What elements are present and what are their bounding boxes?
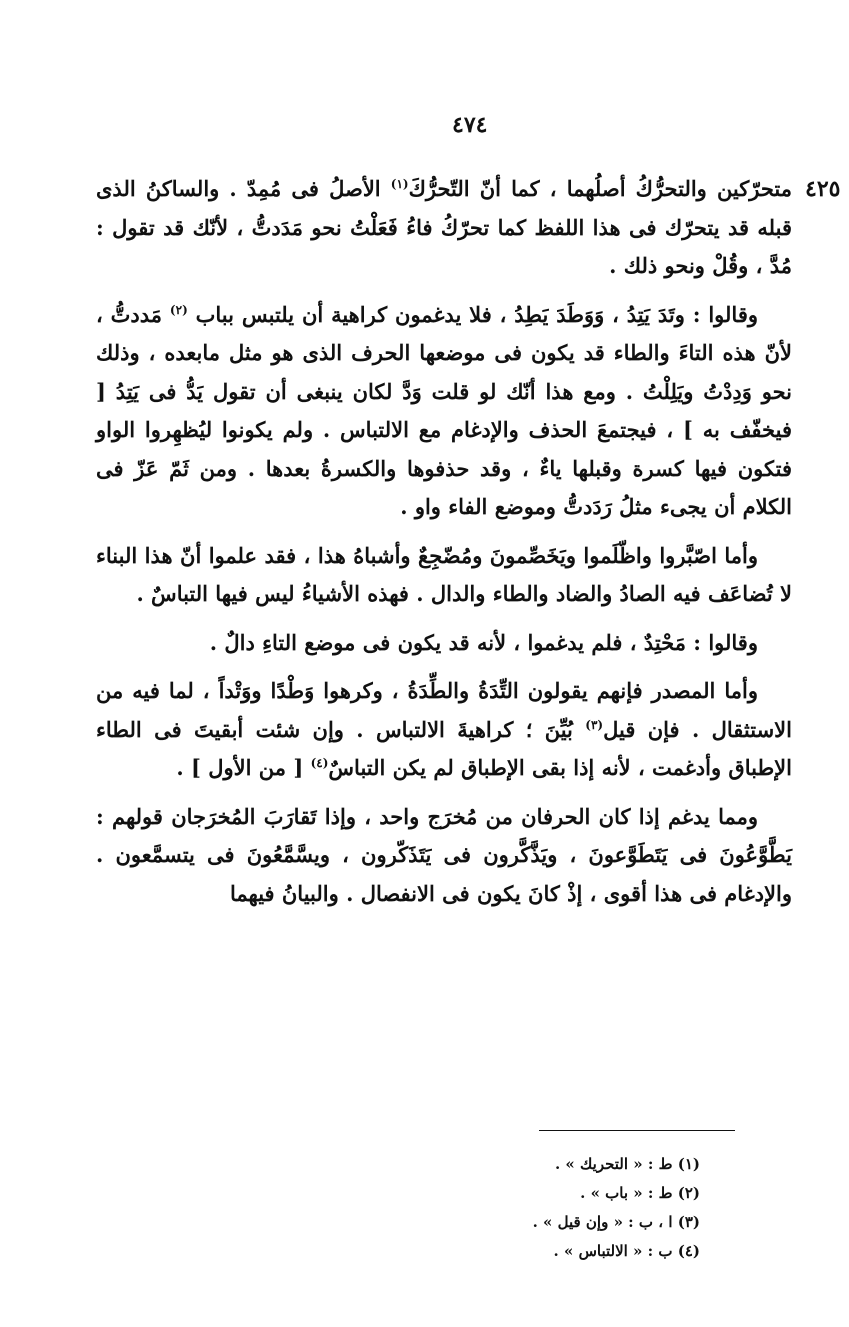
paragraph — [96, 537, 792, 614]
page-number: ٤٧٤ — [452, 112, 488, 138]
paragraph — [96, 624, 792, 663]
margin-number: ٤٢٥ — [805, 176, 841, 202]
paragraph-text: الأصلُ فى مُمِدّ . والساكنُ الذى قبله قد يتحرّك فى هذا اللفظ كما تحرّكُ فاءُ فَعَلْتُ نحو مَدَدتُّ ، لأنّك قد تقول : مُدَّ ، وقُلْ ونحو ذلك . — [96, 176, 792, 278]
paragraph-text: وقالوا : وتَدَ يَتِدُ ، وَوَطَدَ يَطِدُ ، فلا يدغمون كراهية أن يلتبس بباب — [187, 301, 759, 327]
footnote-marker: (٤) — [310, 756, 329, 770]
paragraph-text: متحرّكين والتحرُّكُ أصلُهما ، كما أنّ التّحرُّكَ — [408, 176, 792, 201]
footnote: (٢) ط : « باب » . — [580, 1184, 700, 1202]
paragraph-text: بُيِّنَ ؛ كراهيةَ الالتباس . وإن شئت أبقيتَ فى الطاء الإطباق وأدغمت ، لأنه إذا بقى الإطباق لم يكن التباسٌ — [96, 716, 792, 780]
footnote: (٤) ب : « الالتباس » . — [553, 1242, 700, 1260]
paragraph-text: ومما يدغم إذا كان الحرفان من مُخرَج واحد ، وإذا تَقارَبَ المُخرَجان قولهم : يَطَّوَّعُونَ فى يَتَطَوَّعونَ ، ويَذَّكَّرون فى يَتَذَكّرون ، ويسَّمَّعُونَ فى يتسمَّعون . والإدغام فى هذا أقوى ، إذْ كانَ يكون فى الانفصال . والبيانُ فيهما — [96, 803, 792, 906]
paragraph-text: مَددتُّ ، لأنّ هذه التاءَ والطاء قد يكون فى موضعها الحرف الذى هو مثل مابعده ، وذلك نحو وَدِدْتُ ويَلِلْتُ . ومع هذا أنّك لو قلت وَدَّ لكان ينبغى أن تقول يَدُّ فى يَتِدُ [ فيخفّف به ] ، فيجتمعَ الحذف والإدغام مع الالتباس . ولم يكونوا ليُظهِروا الواو فتكون فيها كسرة وقبلها ياءٌ ، وقد حذفوها والكسرةُ بعدها . ومن ثَمّ عَزّ فى الكلام أن يجىء مثلُ رَدَدتُّ وموضع الفاء واو . — [96, 301, 792, 519]
footnote-marker: (٣) — [585, 717, 604, 732]
paragraph-text: [ من الأول ] . — [176, 755, 311, 780]
paragraph — [96, 672, 792, 788]
paragraph-text: وقالوا : مَحْتِدٌ ، فلم يدغموا ، لأنه قد يكون فى موضع التاءِ دالٌ . — [209, 629, 758, 655]
footnotes — [400, 1150, 700, 1266]
paragraph — [96, 296, 792, 527]
footnote-divider — [539, 1130, 735, 1131]
footnote: (١) ط : « التحريك » . — [554, 1155, 700, 1173]
main-text — [96, 170, 792, 923]
paragraph-text: وأما المصدر فإنهم يقولون التِّدَةُ والطِّدَةُ ، وكرهوا وَطْدًا ووَتْداً ، لما فيه من الاستثقال . فإن قيل — [96, 678, 792, 742]
paragraph-text: وأما اصّبَّروا واظّلَموا ويَخَصِّمونَ ومُضّجِعٌ وأشباهُ هذا ، فقد علموا أنّ هذا البناء لا تُضاعَف فيه الصادُ والضاد والطاء والدال . فهذه الأشياءُ ليس فيها التباسٌ . — [96, 542, 792, 606]
footnote-marker: (١) — [390, 177, 409, 191]
paragraph — [96, 798, 792, 914]
footnote: (٣) ا ، ب : « وإن قيل » . — [532, 1213, 700, 1231]
paragraph — [96, 170, 792, 286]
footnote-marker: (٢) — [169, 302, 188, 317]
